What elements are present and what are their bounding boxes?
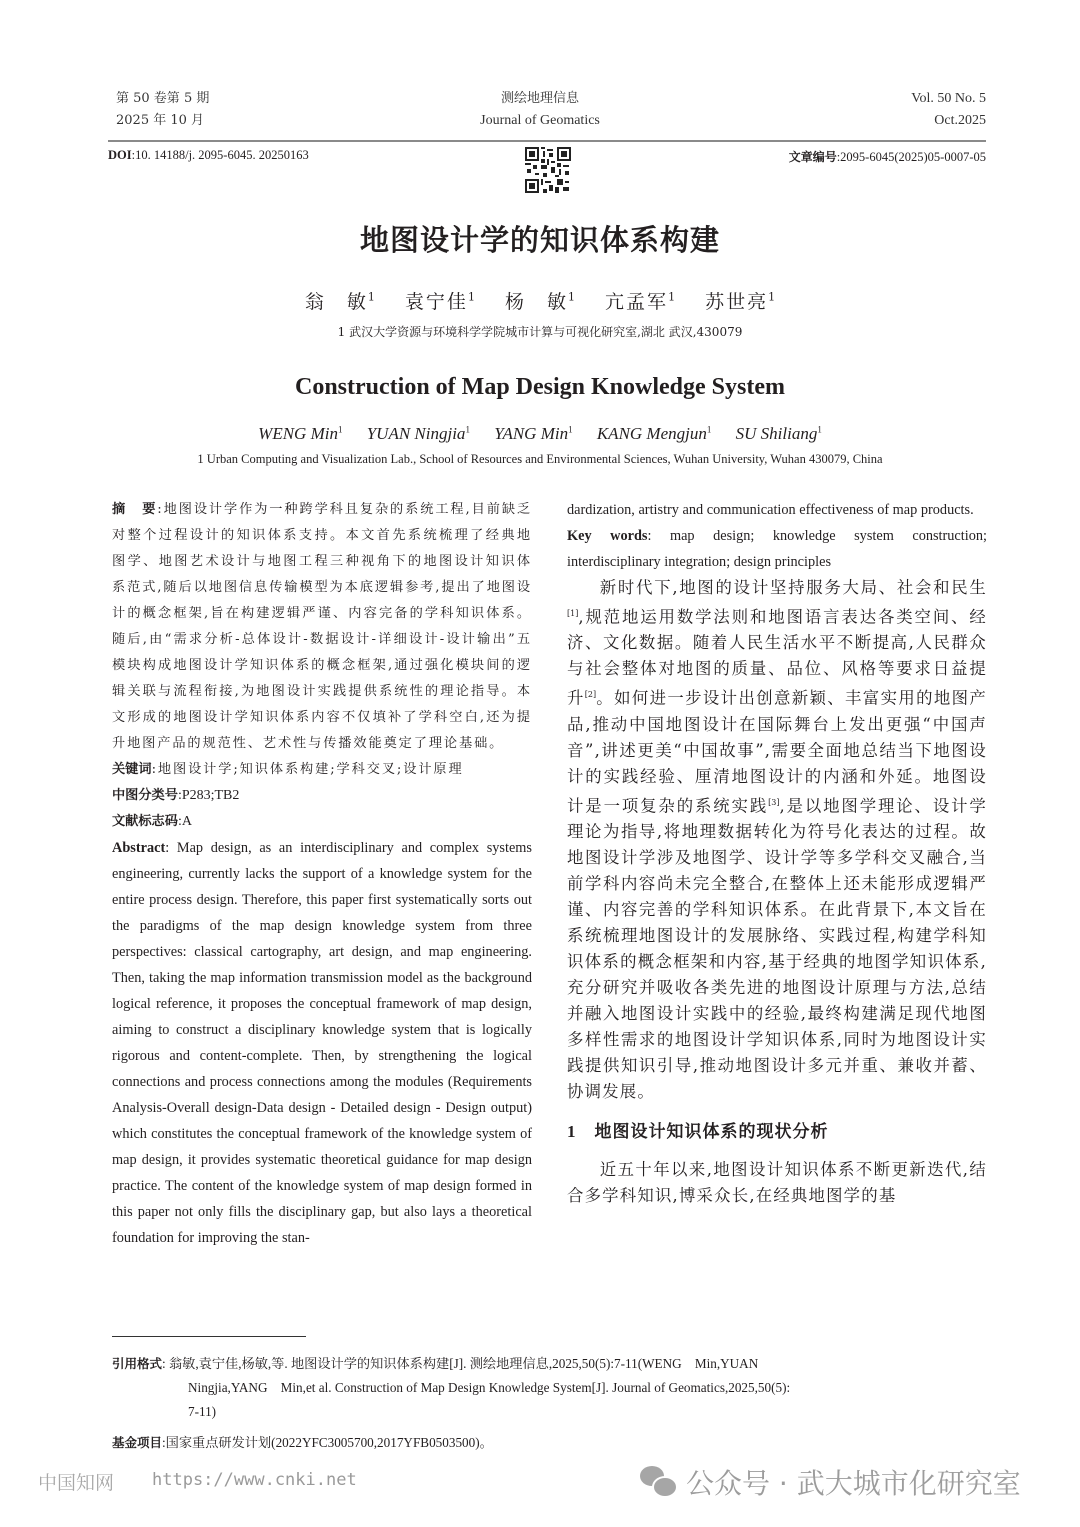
- journal-name-cn: 测绘地理信息: [500, 91, 579, 106]
- date-en: Oct.2025: [934, 113, 986, 128]
- citation-label: 引用格式: [112, 1356, 163, 1371]
- volume-issue-en: Vol. 50 No. 5: [911, 91, 986, 106]
- clc-number: 中图分类号:P283;TB2: [112, 788, 240, 803]
- cnki-url[interactable]: https://www.cnki.net: [152, 1470, 357, 1490]
- article-number-label: 文章编号: [788, 150, 837, 164]
- abstract-cn-text: :地图设计学作为一种跨学科且复杂的系统工程,目前缺乏对整个过程设计的知识体系支持。本文首先系统梳理了经典地图学、地图艺术设计与地图工程三种视角下的地图设计知识体系范式,随后以地图信息传输模型为本底逻辑参考,提出了地图设计的概念框架,旨在构建逻辑严谨、内容完备的学科知识体系。随后,由“需求分析-总体设计-数据设计-详细设计-设计输出”五模块构成地图设计学知识体系的概念框架,通过强化模块间的逻辑关联与流程衔接,为地图设计实践提供系统性的理论指导。本文形成的地图设计学知识体系内容不仅填补了学科空白,还为提升地图产品的规范性、艺术性与传播效能奠定了理论基础。: [112, 502, 532, 751]
- author-en: SU Shiliang$^1$: [735, 424, 822, 443]
- doi-value[interactable]: :10. 14188/j. 2095-6045. 20250163: [131, 148, 309, 162]
- wechat-account-text: 公众号 · 武大城市化研究室: [686, 1467, 1021, 1500]
- abstract-en-text: : Map design, as an interdisciplinary and complex systems engineering, currently lacks the support of a knowledge system for the entire process design. Therefore, this paper first systematically sorts out the paradigms of the map design knowledge system from three perspectives: classical cartography, art design, and map engineering. Then, taking the map information transmission model as the background logical reference, it proposes the conceptual framework of map design, aiming to construct a disciplinary knowledge system that is logically rigorous and content-complete. Then, by strengthening the logical connections and process connections among the modules (Requirements Analysis-Overall design-Data design - Detailed design - Design output) which constitutes the conceptual framework of the knowledge system of map design, it provides systematic theoretical guidance for map design practice. The content of the knowledge system of map design formed in this paper not only fills the disciplinary gap, but also lays a theoretical foundation for improving the stan-: [112, 840, 532, 1246]
- keywords-en-label: Key words: [567, 528, 648, 544]
- footnote-rule: [112, 1336, 306, 1337]
- funding: 基金项目:国家重点研发计划(2022YFC3005700,2017YFB0503500)。: [112, 1435, 493, 1450]
- cnki-watermark: 中国知网: [38, 1472, 115, 1494]
- intro-paragraph: 新时代下,地图的设计坚持服务大局、社会和民生[1],规范地运用数学法则和地图语言表达各类空间、经济、文化数据。随着人民生活水平不断提高,人民群众与社会整体对地图的质量、品位、风格等要求日益提升[2]。如何进一步设计出创意新颖、丰富实用的地图产品,推动中国地图设计在国际舞台上发出更强“中国声音”,讲述更美“中国故事”,需要全面地总结当下地图设计的实践经验、厘清地图设计的内涵和外延。地图设计是一项复杂的系统实践[3],是以地图学理论、设计学理论为指导,将地理数据转化为符号化表达的过程。故地图设计学涉及地图学、设计学等多学科交叉融合,当前学科内容尚未完全整合,在整体上还未能形成逻辑严谨、内容完善的学科知识体系。在此背景下,本文旨在系统梳理地图设计的发展脉络、实践过程,构建学科知识体系的概念框架和内容,基于经典的地图学知识体系,充分研究并吸收各类先进的地图设计原理与方法,总结并融入地图设计实践中的经验,最终构建满足现代地图多样性需求的地图设计学知识体系,同时为地图设计实践提供知识引导,推动地图设计多元并重、兼收并蓄、协调发展。: [567, 578, 988, 1102]
- author-cn: 苏世亮$^1$: [705, 290, 776, 313]
- wechat-icon: [640, 1466, 678, 1498]
- citation-format: 引用格式: 翁敏,袁宁佳,杨敏,等. 地图设计学的知识体系构建[J]. 测绘地理信息,2025,50(5):7-11(WENG Min,YUAN Ningjia,YANG Min,et al. Construction of Map Design Knowledge System[J]. Journal of Geomatics,2025,50(5): 7-11): [112, 1356, 791, 1419]
- abstract-en-continued: dardization, artistry and communication effectiveness of map products.: [567, 502, 974, 518]
- author-cn: 袁宁佳$^1$: [404, 290, 475, 313]
- abstract-en-label: Abstract: [112, 840, 166, 856]
- affiliation-en: 1 Urban Computing and Visualization Lab., School of Resources and Environmental Sciences, Wuhan University, Wuhan 430079, China: [197, 452, 883, 466]
- volume-issue-cn: 第 50 卷第 5 期: [116, 91, 210, 106]
- doi: [108, 148, 309, 163]
- date-cn: 2025 年 10 月: [116, 113, 205, 128]
- authors-en: [0, 424, 1080, 444]
- ref-link[interactable]: [1]: [567, 609, 579, 618]
- keywords-en: Key words: map design; knowledge system construction; interdisciplinary integration; design principles: [567, 528, 987, 570]
- right-column: [567, 497, 987, 1209]
- article-number-value: :2095-6045(2025)05-0007-05: [836, 150, 986, 164]
- author-en: YANG Min$^1$: [494, 424, 573, 443]
- author-cn: 翁 敏$^1$: [304, 290, 375, 313]
- qr-code-icon[interactable]: [525, 147, 571, 193]
- left-column: [112, 497, 532, 1251]
- article-number: [789, 148, 986, 165]
- doi-label: DOI: [108, 148, 132, 162]
- authors-cn: [0, 287, 1080, 314]
- ref-link[interactable]: [2]: [584, 690, 597, 700]
- abstract-cn: [112, 497, 532, 757]
- author-en: YUAN Ningjia$^1$: [366, 424, 470, 443]
- author-cn: 亢孟军$^1$: [605, 290, 676, 313]
- section1-paragraph: 近五十年以来,地图设计知识体系不断更新迭代,结合多学科知识,博采众长,在经典地图学的基: [567, 1160, 987, 1206]
- abstract-en: [112, 835, 532, 1251]
- abstract-cn-label: 摘 要: [112, 502, 158, 517]
- header-right: [911, 88, 986, 132]
- journal-name-en: Journal of Geomatics: [480, 113, 600, 128]
- section-heading: 1 地图设计知识体系的现状分析: [567, 1122, 829, 1143]
- affiliation-cn: 1 武汉大学资源与环境科学学院城市计算与可视化研究室,湖北 武汉,430079: [337, 325, 743, 339]
- header-rule: [108, 140, 986, 142]
- author-en: KANG Mengjun$^1$: [596, 424, 712, 443]
- author-cn: 杨 敏$^1$: [504, 290, 575, 313]
- keywords-cn: 关键词:地图设计学;知识体系构建;学科交叉;设计原理: [112, 762, 464, 777]
- funding-label: 基金项目: [112, 1435, 163, 1450]
- document-code: 文献标志码:A: [112, 814, 192, 829]
- title-en: Construction of Map Design Knowledge System: [295, 374, 785, 400]
- wechat-watermark: [640, 1462, 1021, 1502]
- author-en: WENG Min$^1$: [258, 424, 343, 443]
- title-cn: 地图设计学的知识体系构建: [359, 223, 720, 257]
- ref-link[interactable]: [3]: [768, 797, 780, 807]
